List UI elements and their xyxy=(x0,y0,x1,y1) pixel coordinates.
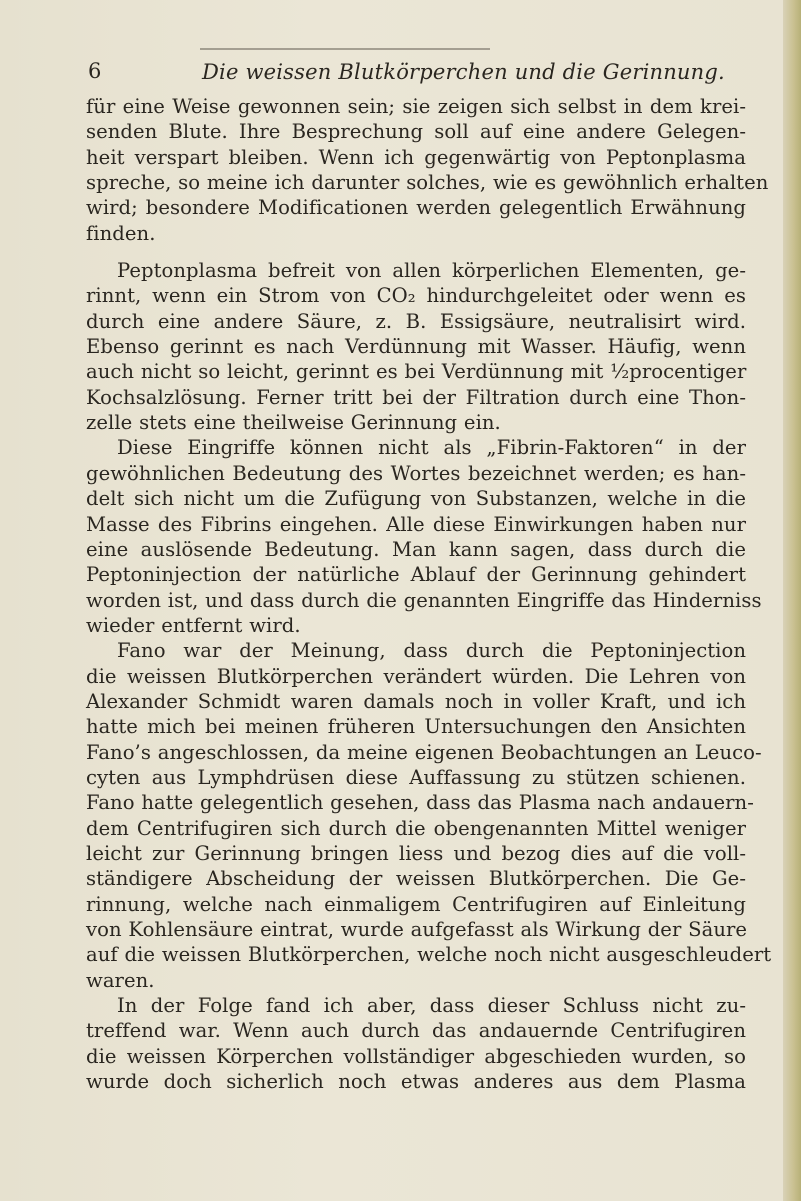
text-line: In der Folge fand ich aber, dass dieser Schluss nicht zu- xyxy=(117,994,746,1018)
text-line: gewöhnlichen Bedeutung des Wortes bezeichnet werden; es han- xyxy=(86,461,746,485)
text-line: worden ist, und dass durch die genannten Eingriffe das Hinderniss xyxy=(86,588,762,612)
text-line: Fano’s angeschlossen, da meine eigenen Beobachtungen an Leuco- xyxy=(86,740,762,764)
text-line: delt sich nicht um die Zufügung von Substanzen, welche in die xyxy=(86,487,746,511)
text-line: Diese Eingriffe können nicht als „Fibrin-Faktoren“ in der xyxy=(117,436,746,460)
header-rule xyxy=(200,48,490,50)
text-line: Masse des Fibrins eingehen. Alle diese Einwirkungen haben nur xyxy=(86,512,746,536)
running-title: Die weissen Blutkörperchen und die Gerinnung. xyxy=(202,60,725,84)
text-line: zelle stets eine theilweise Gerinnung ein. xyxy=(86,411,501,435)
body-text xyxy=(86,94,772,1094)
text-line: spreche, so meine ich darunter solches, wie es gewöhnlich erhalten xyxy=(86,171,769,195)
text-line: hatte mich bei meinen früheren Untersuchungen den Ansichten xyxy=(86,715,746,739)
text-line: die weissen Blutkörperchen verändert würden. Die Lehren von xyxy=(86,664,746,688)
page-edge xyxy=(783,0,801,1201)
text-line: rinnung, welche nach einmaligem Centrifugiren auf Einleitung xyxy=(86,892,746,916)
text-line: Fano war der Meinung, dass durch die Peptoninjection xyxy=(117,639,746,663)
text-line: dem Centrifugiren sich durch die obengenannten Mittel weniger xyxy=(86,816,746,840)
text-line: cyten aus Lymphdrüsen diese Auffassung zu stützen schienen. xyxy=(86,765,746,789)
text-line: Fano hatte gelegentlich gesehen, dass das Plasma nach andauern- xyxy=(86,791,754,815)
text-line: wieder entfernt wird. xyxy=(86,613,301,637)
text-line: finden. xyxy=(86,221,156,245)
text-line: Kochsalzlösung. Ferner tritt bei der Filtration durch eine Thon- xyxy=(86,385,746,409)
text-line: Ebenso gerinnt es nach Verdünnung mit Wasser. Häufig, wenn xyxy=(86,335,746,359)
text-line: Alexander Schmidt waren damals noch in voller Kraft, und ich xyxy=(86,689,746,713)
page-header xyxy=(72,48,752,88)
text-line: Peptoninjection der natürliche Ablauf der Gerinnung gehindert xyxy=(86,563,746,587)
text-line: wurde doch sicherlich noch etwas anderes aus dem Plasma xyxy=(86,1070,746,1094)
page-number: 6 xyxy=(88,59,102,83)
text-line: auf die weissen Blutkörperchen, welche noch nicht ausgeschleudert xyxy=(86,943,772,967)
text-line: ständigere Abscheidung der weissen Blutkörperchen. Die Ge- xyxy=(86,867,746,891)
text-line: treffend war. Wenn auch durch das andauernde Centrifugiren xyxy=(86,1019,746,1043)
text-line: eine auslösende Bedeutung. Man kann sagen, dass durch die xyxy=(86,537,746,561)
text-line: senden Blute. Ihre Besprechung soll auf eine andere Gelegen- xyxy=(86,120,746,144)
text-line: wird; besondere Modificationen werden gelegentlich Erwähnung xyxy=(86,196,746,220)
text-line: leicht zur Gerinnung bringen liess und bezog dies auf die voll- xyxy=(86,841,746,865)
text-line: von Kohlensäure eintrat, wurde aufgefasst als Wirkung der Säure xyxy=(86,918,748,941)
text-line: Peptonplasma befreit von allen körperlichen Elementen, ge- xyxy=(117,259,746,283)
text-line: die weissen Körperchen vollständiger abgeschieden wurden, so xyxy=(86,1044,746,1068)
text-line: heit verspart bleiben. Wenn ich gegenwärtig von Peptonplasma xyxy=(86,145,746,169)
text-line: waren. xyxy=(86,968,155,992)
text-line: rinnt, wenn ein Strom von CO₂ hindurchgeleitet oder wenn es xyxy=(86,284,746,308)
text-line: auch nicht so leicht, gerinnt es bei Verdünnung mit ½procentiger xyxy=(86,360,747,384)
text-line: durch eine andere Säure, z. B. Essigsäure, neutralisirt wird. xyxy=(86,309,746,333)
text-line: für eine Weise gewonnen sein; sie zeigen sich selbst in dem krei- xyxy=(86,95,746,118)
